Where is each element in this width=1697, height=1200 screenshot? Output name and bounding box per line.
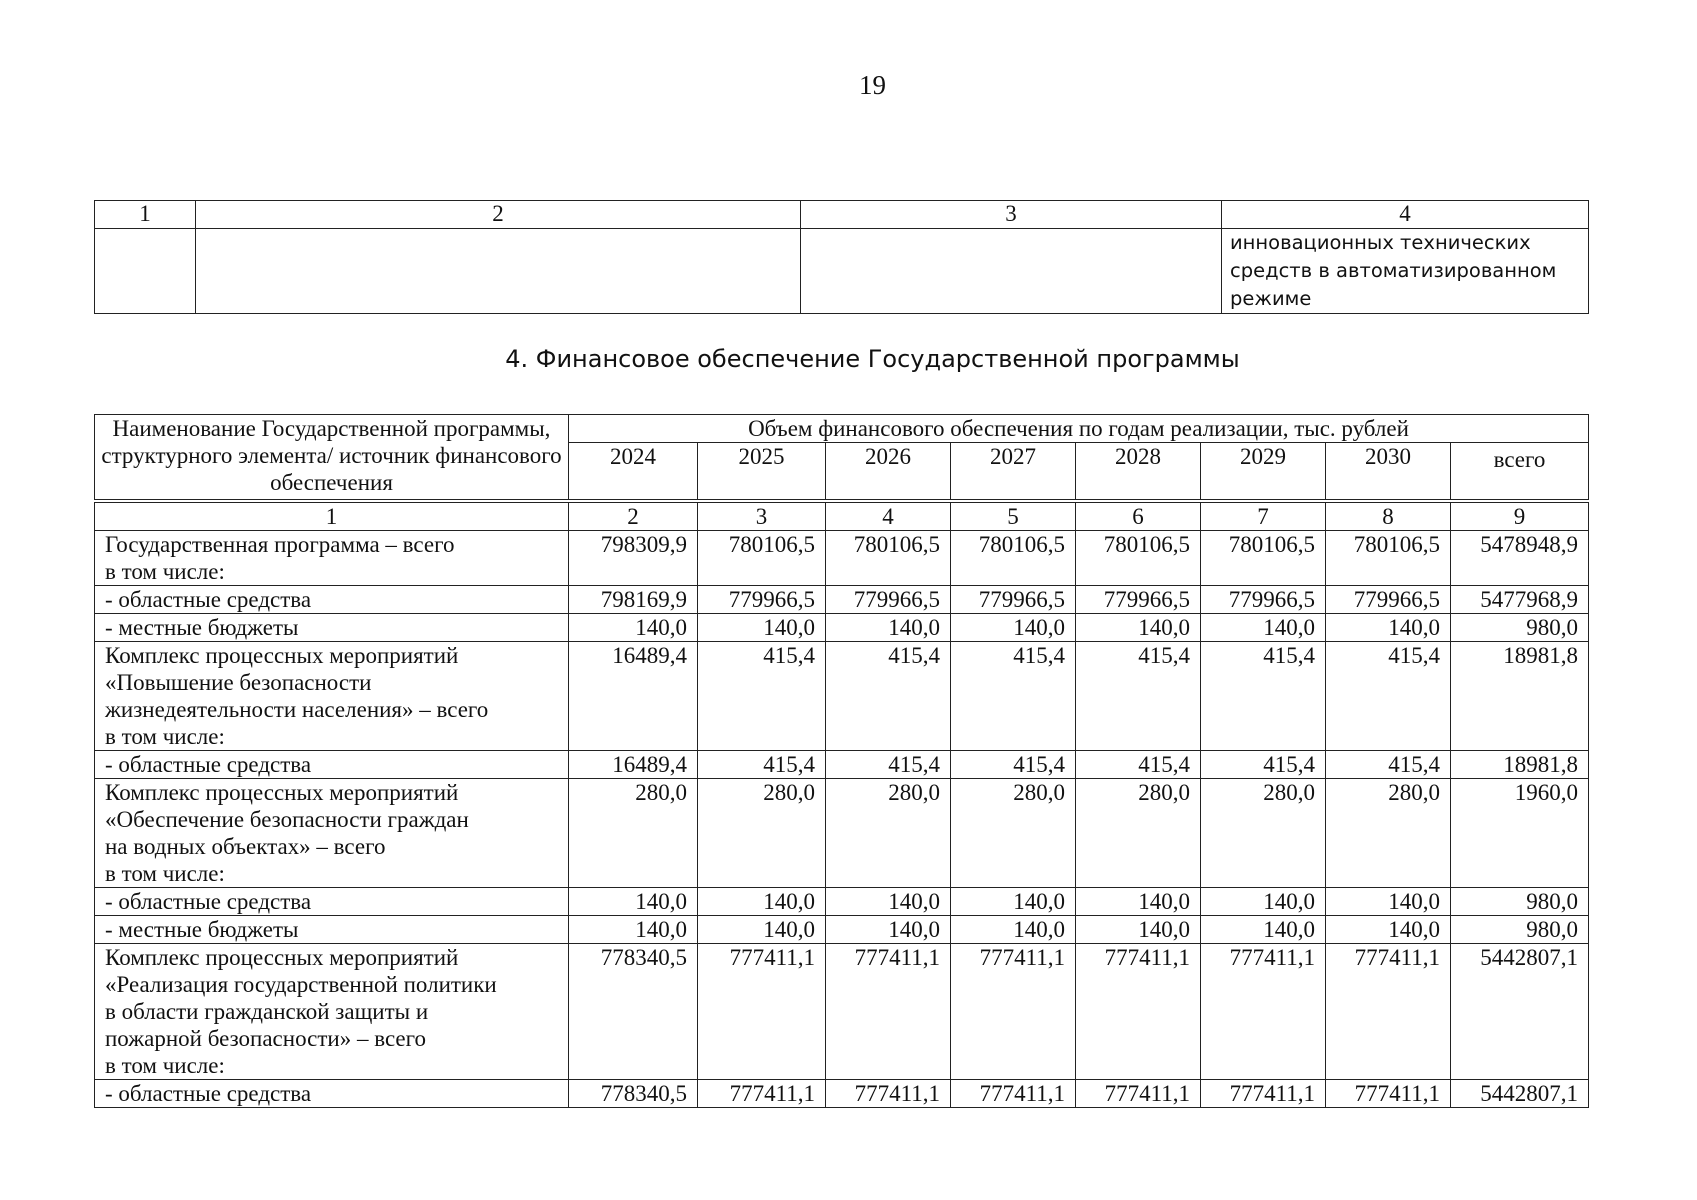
value-cell: 779966,5: [698, 586, 826, 614]
year-header: всего: [1451, 443, 1589, 502]
value-cell: 777411,1: [951, 1080, 1076, 1108]
value-cell: 798169,9: [569, 586, 698, 614]
value-cell: 777411,1: [826, 1080, 951, 1108]
value-cell: 140,0: [569, 614, 698, 642]
table-row: [95, 751, 1589, 779]
value-cell: 778340,5: [569, 1080, 698, 1108]
year-header: 2029: [1201, 443, 1326, 502]
value-cell: 1960,0: [1451, 779, 1589, 888]
column-index-cell: 5: [951, 501, 1076, 531]
value-cell: 140,0: [951, 916, 1076, 944]
table-cell: [95, 229, 196, 314]
value-cell: 140,0: [951, 888, 1076, 916]
value-cell: 980,0: [1451, 614, 1589, 642]
row-name-cell: Комплекс процессных мероприятий «Реализация государственной политики в области гражданской защиты и пожарной безопасности» – всего в том числе:: [95, 944, 569, 1080]
value-cell: 140,0: [826, 888, 951, 916]
value-cell: 280,0: [951, 779, 1076, 888]
page-number: 19: [859, 70, 886, 100]
column-index-cell: 8: [1326, 501, 1451, 531]
year-header: 2028: [1076, 443, 1201, 502]
value-cell: 798309,9: [569, 531, 698, 586]
value-cell: 140,0: [1201, 916, 1326, 944]
row-name-cell: Комплекс процессных мероприятий «Повышение безопасности жизнедеятельности населения» – всего в том числе:: [95, 642, 569, 751]
table-cell: [196, 229, 801, 314]
value-cell: 5442807,1: [1451, 1080, 1589, 1108]
value-cell: 140,0: [569, 888, 698, 916]
value-cell: 780106,5: [1076, 531, 1201, 586]
value-cell: 415,4: [698, 642, 826, 751]
row-name-cell: - областные средства: [95, 751, 569, 779]
value-cell: 777411,1: [951, 944, 1076, 1080]
value-cell: 779966,5: [1076, 586, 1201, 614]
table-row: [95, 916, 1589, 944]
header-cell: 2: [196, 201, 801, 229]
value-cell: 779966,5: [826, 586, 951, 614]
value-cell: 780106,5: [951, 531, 1076, 586]
value-cell: 780106,5: [1326, 531, 1451, 586]
header-row-1: [95, 415, 1589, 443]
value-cell: 280,0: [569, 779, 698, 888]
value-cell: 415,4: [1201, 642, 1326, 751]
value-cell: 777411,1: [1076, 944, 1201, 1080]
table-row: [95, 779, 1589, 888]
column-index-cell: 1: [95, 501, 569, 531]
value-cell: 980,0: [1451, 916, 1589, 944]
name-column-header: Наименование Государственной программы, структурного элемента/ источник финансового обеспечения: [95, 415, 569, 502]
value-cell: 280,0: [826, 779, 951, 888]
column-index-cell: 7: [1201, 501, 1326, 531]
table-row: [95, 642, 1589, 751]
value-cell: 140,0: [1076, 888, 1201, 916]
row-name-cell: Государственная программа – всего в том числе:: [95, 531, 569, 586]
value-cell: 140,0: [698, 888, 826, 916]
value-cell: 779966,5: [1326, 586, 1451, 614]
value-cell: 415,4: [951, 751, 1076, 779]
value-cell: 777411,1: [1326, 944, 1451, 1080]
value-cell: 777411,1: [1326, 1080, 1451, 1108]
row-name-cell: Комплекс процессных мероприятий «Обеспечение безопасности граждан на водных объектах» – всего в том числе:: [95, 779, 569, 888]
value-cell: 16489,4: [569, 751, 698, 779]
header-cell: 3: [801, 201, 1222, 229]
column-index-cell: 9: [1451, 501, 1589, 531]
value-cell: 980,0: [1451, 888, 1589, 916]
value-cell: 780106,5: [698, 531, 826, 586]
column-index-cell: 2: [569, 501, 698, 531]
value-cell: 140,0: [1326, 888, 1451, 916]
year-header: 2027: [951, 443, 1076, 502]
value-cell: 140,0: [826, 916, 951, 944]
value-cell: 415,4: [698, 751, 826, 779]
value-cell: 779966,5: [951, 586, 1076, 614]
value-cell: 777411,1: [698, 1080, 826, 1108]
value-cell: 777411,1: [1201, 1080, 1326, 1108]
value-cell: 18981,8: [1451, 751, 1589, 779]
row-name-cell: - местные бюджеты: [95, 916, 569, 944]
table-row: [95, 944, 1589, 1080]
value-cell: 5477968,9: [1451, 586, 1589, 614]
value-cell: 140,0: [1326, 614, 1451, 642]
value-cell: 415,4: [1201, 751, 1326, 779]
value-cell: 777411,1: [698, 944, 826, 1080]
table-row: [95, 614, 1589, 642]
value-cell: 140,0: [569, 916, 698, 944]
value-cell: 280,0: [1326, 779, 1451, 888]
table-row: [95, 531, 1589, 586]
header-cell: 4: [1222, 201, 1589, 229]
value-cell: 778340,5: [569, 944, 698, 1080]
table-row: [95, 1080, 1589, 1108]
table-cell: инновационных технических средств в автоматизированном режиме: [1222, 229, 1589, 314]
year-header: 2025: [698, 443, 826, 502]
row-name-cell: - местные бюджеты: [95, 614, 569, 642]
value-cell: 415,4: [1326, 751, 1451, 779]
year-header: 2030: [1326, 443, 1451, 502]
value-cell: 780106,5: [1201, 531, 1326, 586]
year-header: 2026: [826, 443, 951, 502]
value-cell: 280,0: [1076, 779, 1201, 888]
table-row: [95, 586, 1589, 614]
value-cell: 140,0: [698, 916, 826, 944]
table-cell: [801, 229, 1222, 314]
value-cell: 140,0: [951, 614, 1076, 642]
value-cell: 415,4: [1076, 751, 1201, 779]
index-row: [95, 501, 1589, 531]
value-cell: 140,0: [1076, 614, 1201, 642]
value-cell: 140,0: [1326, 916, 1451, 944]
value-cell: 18981,8: [1451, 642, 1589, 751]
row-name-cell: - областные средства: [95, 888, 569, 916]
value-cell: 16489,4: [569, 642, 698, 751]
finance-table: [94, 414, 1589, 1108]
continued-table-row: [95, 229, 1589, 314]
value-cell: 777411,1: [1201, 944, 1326, 1080]
year-header: 2024: [569, 443, 698, 502]
value-cell: 415,4: [826, 751, 951, 779]
volume-header: Объем финансового обеспечения по годам реализации, тыс. рублей: [569, 415, 1589, 443]
section-title: 4. Финансовое обеспечение Государственной программы: [505, 345, 1240, 373]
value-cell: 415,4: [1076, 642, 1201, 751]
column-index-cell: 6: [1076, 501, 1201, 531]
value-cell: 140,0: [826, 614, 951, 642]
value-cell: 140,0: [1201, 888, 1326, 916]
row-name-cell: - областные средства: [95, 586, 569, 614]
row-name-cell: - областные средства: [95, 1080, 569, 1108]
continued-table-header-row: [95, 201, 1589, 229]
value-cell: 415,4: [1326, 642, 1451, 751]
value-cell: 280,0: [698, 779, 826, 888]
value-cell: 777411,1: [826, 944, 951, 1080]
value-cell: 779966,5: [1201, 586, 1326, 614]
value-cell: 777411,1: [1076, 1080, 1201, 1108]
value-cell: 780106,5: [826, 531, 951, 586]
value-cell: 415,4: [951, 642, 1076, 751]
value-cell: 5478948,9: [1451, 531, 1589, 586]
header-cell: 1: [95, 201, 196, 229]
column-index-cell: 4: [826, 501, 951, 531]
value-cell: 140,0: [1076, 916, 1201, 944]
value-cell: 140,0: [698, 614, 826, 642]
value-cell: 5442807,1: [1451, 944, 1589, 1080]
value-cell: 280,0: [1201, 779, 1326, 888]
table-row: [95, 888, 1589, 916]
continued-table: [94, 200, 1589, 314]
value-cell: 140,0: [1201, 614, 1326, 642]
column-index-cell: 3: [698, 501, 826, 531]
value-cell: 415,4: [826, 642, 951, 751]
